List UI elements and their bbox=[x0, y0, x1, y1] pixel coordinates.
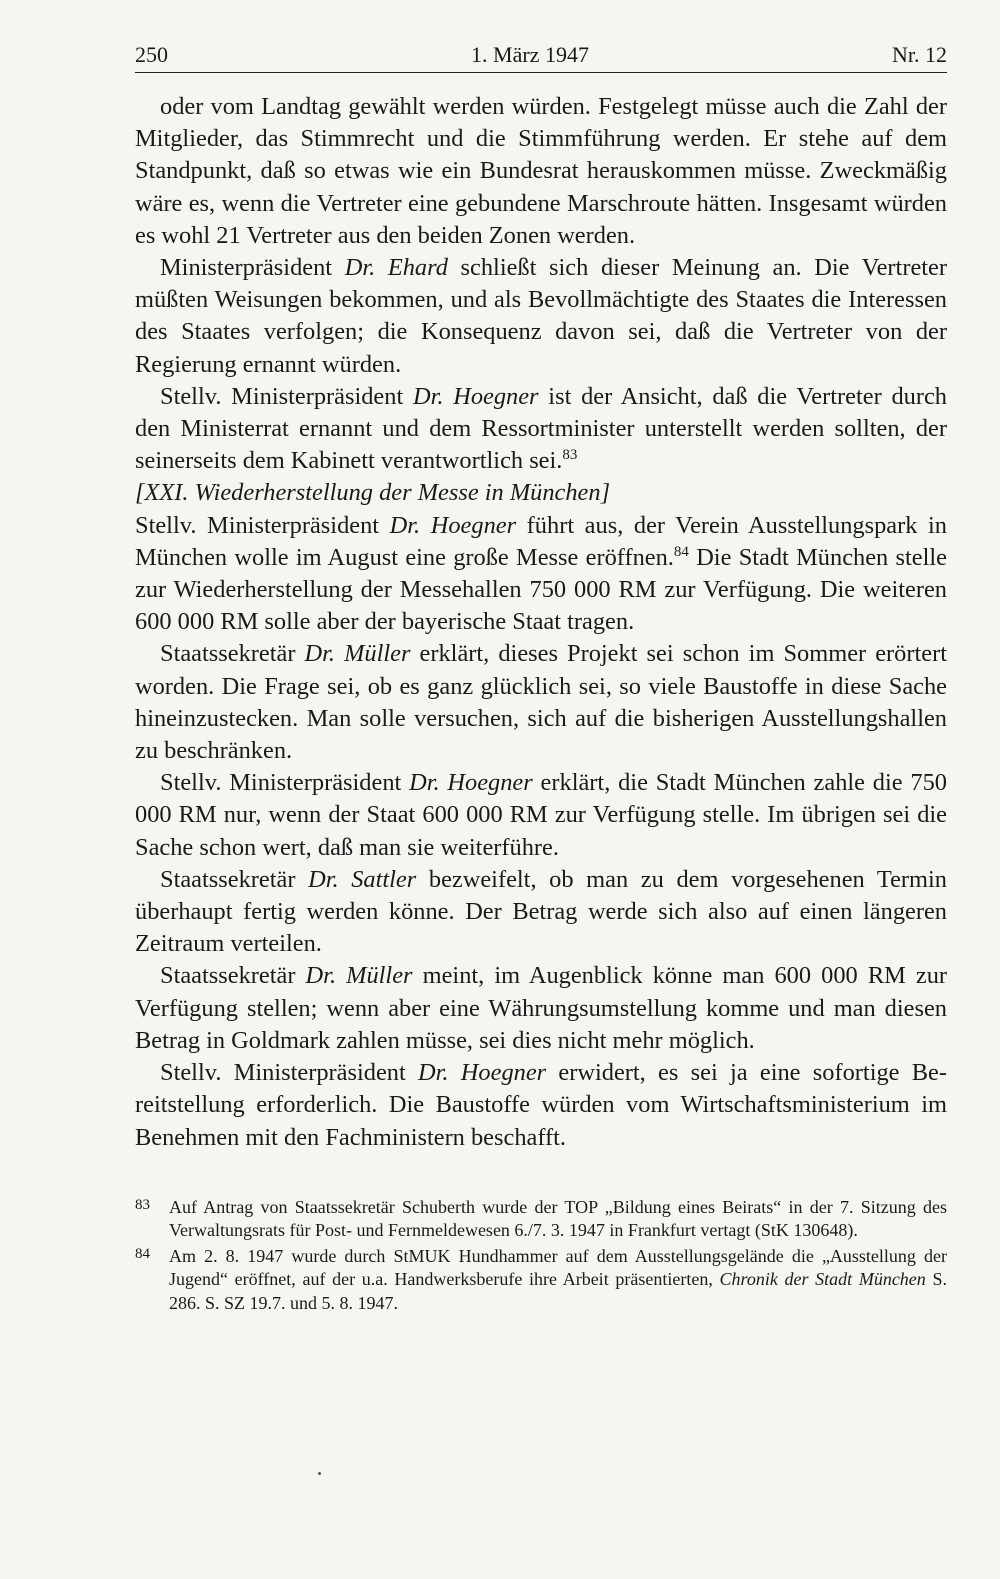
document-page bbox=[135, 42, 947, 1317]
text-run: oder vom Landtag gewählt werden würden. Festgelegt müsse auch die Zahl der Mitglieder, das Stimmrecht und die Stimmführung werden. Er stehe auf dem Standpunkt, daß so etwas wie ein Bundesrat herauskommen müsse. Zweckmäßig wäre es, wenn die Vertreter eine gebundene Marschroute hätten. Insgesamt würden es wohl 21 Vertreter aus den beiden Zonen werden. bbox=[135, 93, 947, 249]
page-number: 250 bbox=[135, 42, 168, 67]
text-run: Stellv. Ministerpräsident bbox=[160, 1059, 419, 1087]
footnote-reference: 83 bbox=[562, 447, 578, 464]
text-run: Auf Antrag von Staatssekretär Schuberth wurde der TOP „Bildung eines Beirats“ in der 7. Sitzung des Verwaltungsrats für Post- und Fernmeldewesen 6./7. 3. 1947 in Frankfurt vertagt (StK 130648). bbox=[169, 1196, 947, 1241]
italic-text: Dr. Müller bbox=[304, 640, 411, 668]
text-run: Die Stadt München stelle zur Wiederherstellung der Messehallen 750 000 RM zur Verfügung. Die weiteren 600 000 RM solle aber der bayerische Staat tragen. bbox=[135, 543, 947, 636]
paragraph bbox=[135, 381, 947, 478]
italic-text: Dr. Sattler bbox=[308, 865, 417, 893]
footnote-reference: 84 bbox=[673, 543, 689, 560]
text-run: Am 2. 8. 1947 wurde durch StMUK Hundhammer auf dem Ausstellungsgelände die „Ausstellung der Jugend“ eröffnet, auf der u.a. Handwerksberufe ihre Arbeit präsentierten, bbox=[169, 1245, 947, 1290]
paragraph bbox=[135, 1057, 947, 1154]
paragraph bbox=[135, 960, 947, 1057]
text-run: Staatssekretär bbox=[160, 640, 305, 668]
body-text bbox=[135, 91, 947, 1154]
footnotes bbox=[135, 1196, 947, 1316]
text-run: schließt sich dieser Meinung an. Die Vertreter müßten Weisungen bekommen, und als Bevollmächtigte des Staates die Interessen des Staates verfolgen; die Konsequenz davon sei, daß die Vertreter von der Regierung ernannt würden. bbox=[135, 254, 947, 378]
text-run: S. 286. S. SZ 19.7. und 5. 8. 1947. bbox=[169, 1269, 947, 1313]
text-run: führt aus, der Verein Ausstellungspark in München wolle im August eine große Messe eröffnen. bbox=[135, 511, 947, 571]
text-run: erklärt, die Stadt München zahle die 750 000 RM nur, wenn der Staat 600 000 RM zur Verfügung stelle. Im übrigen sei die Sache schon wert, daß man sie weiterführe. bbox=[135, 769, 947, 861]
scan-speck bbox=[318, 1472, 321, 1475]
text-run: Staatssekretär bbox=[160, 962, 306, 990]
paragraph bbox=[135, 767, 947, 864]
paragraph bbox=[135, 864, 947, 961]
italic-text: [XXI. Wiederherstellung der Messe in München] bbox=[135, 479, 611, 507]
text-run: erklärt, dieses Projekt sei schon im Sommer erörtert worden. Die Frage sei, ob es ganz glücklich sei, so viele Baustoffe in diese Sache hineinzustecken. Man solle versuchen, sich auf die bisherigen Ausstellungshallen zu beschränken. bbox=[135, 640, 947, 765]
section-heading bbox=[135, 477, 947, 509]
text-run: Staatssekretär bbox=[160, 865, 309, 893]
running-header bbox=[135, 42, 947, 73]
footnote: 83 Auf Antrag von Staatssekretär Schuberth wurde der TOP „Bildung eines Beirats“ in der 7. Sitzung des Verwaltungsrats für Post- und Fernmeldewesen 6./7. 3. 1947 in Frankfurt vertagt (StK 130648). bbox=[135, 1196, 947, 1241]
text-run: bezweifelt, ob man zu dem vorgesehenen Termin überhaupt fertig werden könne. Der Betrag werde sich also auf einen längeren Zeitraum verteilen. bbox=[135, 865, 947, 958]
text-run: ist der Ansicht, daß die Vertreter durch den Ministerrat ernannt und dem Ressortminister unterstellt werden sollten, der seinerseits dem Kabinett verantwortlich sei. bbox=[135, 382, 947, 475]
footnote: 84 Am 2. 8. 1947 wurde durch StMUK Hundhammer auf dem Ausstellungsgelände die „Ausstellung der Jugend“ eröffnet, auf der u.a. Handwerksberufe ihre Arbeit präsentierten, Chronik der Stadt München S. 286. S. SZ 19.7. und 5. 8. 1947. bbox=[135, 1245, 947, 1313]
italic-text: Dr. Hoegner bbox=[389, 511, 517, 539]
text-run: Stellv. Ministerpräsident bbox=[160, 382, 413, 410]
italic-text: Dr. Hoegner bbox=[409, 769, 533, 797]
text-run: Stellv. Ministerpräsident bbox=[135, 511, 390, 539]
italic-text: Dr. Müller bbox=[305, 962, 413, 990]
text-run: Stellv. Ministerpräsident bbox=[160, 769, 410, 797]
italic-text: Dr. Hoegner bbox=[418, 1059, 547, 1087]
paragraph bbox=[135, 510, 947, 639]
paragraph bbox=[135, 91, 947, 252]
text-run: erwidert, es sei ja eine sofortige Bereitstellung erforderlich. Die Baustoffe würden vom Wirtschaftsministerium im Benehmen mit den Fachministern beschafft. bbox=[135, 1059, 947, 1151]
italic-text: Chronik der Stadt München bbox=[719, 1269, 926, 1290]
text-run: meint, im Augenblick könne man 600 000 RM zur Verfügung stellen; wenn aber eine Währungsumstellung komme und man diesen Betrag in Goldmark zahlen müsse, sei dies nicht mehr möglich. bbox=[135, 962, 948, 1054]
paragraph bbox=[135, 638, 947, 767]
italic-text: Dr. Hoegner bbox=[412, 382, 539, 410]
header-issue: Nr. 12 bbox=[891, 42, 947, 67]
italic-text: Dr. Ehard bbox=[344, 254, 448, 282]
text-run: Ministerpräsident bbox=[160, 254, 345, 282]
paragraph bbox=[135, 252, 947, 381]
header-date: 1. März 1947 bbox=[471, 42, 589, 67]
